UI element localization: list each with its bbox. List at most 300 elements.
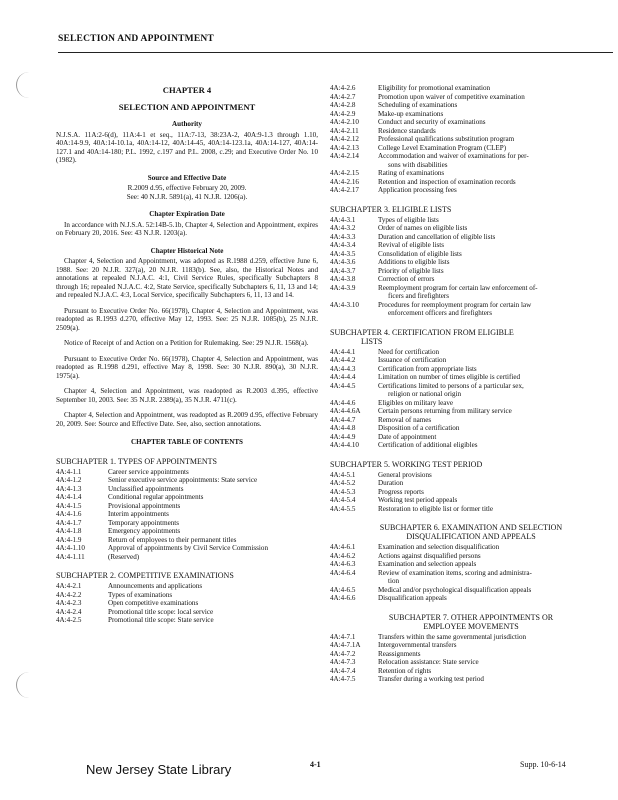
section-title-continuation: religion or national origin: [388, 390, 462, 398]
section-title: [108, 591, 318, 600]
section-number: 4A:4-6.4: [330, 568, 356, 577]
section-number: 4A:4-2.15: [330, 169, 359, 177]
section-title-text: Procedures for reemployment program for certain law: [378, 300, 532, 309]
section-number: 4A:4-4.4: [330, 373, 356, 381]
section-title-text: Disposition of a certification: [378, 424, 460, 432]
section-title-text: Open competitive examinations: [108, 599, 199, 607]
section-number: 4A:4-4.5: [330, 381, 356, 390]
toc-entry: [330, 250, 612, 259]
section-number: 4A:4-2.16: [330, 177, 359, 186]
toc-entry: [56, 527, 318, 536]
section-number: 4A:4-1.9: [56, 535, 82, 544]
toc-entry: [56, 519, 318, 528]
section-title: [378, 650, 612, 659]
source-line: See: 40 N.J.R. 5891(a), 41 N.J.R. 1206(a).: [126, 192, 248, 201]
section-title-text: Unclassified appointments: [108, 484, 184, 493]
section-title-text: Additions to eligible lists: [378, 258, 450, 266]
section-title: [378, 658, 612, 667]
section-title: [378, 101, 612, 110]
section-title: [108, 485, 318, 494]
toc-entry: [330, 224, 612, 233]
section-title-text: Priority of eligible lists: [378, 266, 444, 275]
toc-entry: [330, 382, 612, 399]
section-title: [378, 365, 612, 374]
section-number: 4A:4-3.9: [330, 283, 356, 292]
section-number: 4A:4-5.1: [330, 470, 356, 479]
section-number: 4A:4-6.1: [330, 543, 356, 551]
subchapter-title: SUBCHAPTER 2. COMPETITIVE EXAMINATIONS: [56, 571, 234, 580]
supplement-date: Supp. 10-6-14: [520, 760, 566, 769]
section-title-text: Retention of rights: [378, 666, 432, 675]
section-number: 4A:4-2.10: [330, 118, 359, 126]
section-title-text: Reassignments: [378, 649, 421, 658]
section-number: 4A:4-1.10: [56, 544, 85, 552]
source-line: R.2009 d.95, effective February 20, 2009.: [127, 184, 247, 192]
section-title: [108, 502, 318, 511]
section-title-continuation: sons with disabilities: [388, 160, 448, 169]
header-rule: [58, 52, 613, 53]
subchapter-2-list-continued: [330, 84, 612, 195]
section-title: [108, 544, 318, 553]
toc-entry: [330, 93, 612, 102]
section-title: [108, 616, 318, 625]
section-title-text: Conduct and security of examinations: [378, 118, 486, 126]
section-title: [378, 543, 612, 552]
section-title: [378, 301, 612, 318]
running-head: SELECTION AND APPOINTMENT: [58, 34, 214, 44]
toc-entry: [330, 471, 612, 480]
section-number: 4A:4-2.13: [330, 143, 359, 152]
section-number: 4A:4-2.6: [330, 84, 356, 92]
section-title-text: (Reserved): [108, 552, 140, 561]
section-number: 4A:4-2.8: [330, 101, 356, 109]
toc-entry: [330, 178, 612, 187]
toc-entry: [56, 599, 318, 608]
section-title: [378, 488, 612, 497]
section-title: [378, 267, 612, 276]
section-title-text: Make-up examinations: [378, 109, 444, 118]
section-title-text: Certification from appropriate lists: [378, 364, 477, 373]
section-title: [378, 250, 612, 259]
section-title-text: Promotion upon waiver of competitive examination: [378, 92, 525, 101]
section-title-text: General provisions: [378, 470, 432, 479]
section-title-text: Reemployment program for certain law enforcement of-: [378, 283, 538, 292]
toc-entry: [330, 667, 612, 676]
subchapter-3-list: [330, 216, 612, 318]
section-number: 4A:4-2.4: [56, 607, 82, 616]
history-paragraph: Pursuant to Executive Order No. 66(1978), Chapter 4, Selection and Appointment, was readopted as R.1993 d.270, effective May 12, 1993. See: 25 N.J.R. 1085(b), 25 N.J.R. 2509(a).: [56, 306, 318, 332]
section-title-text: Limitation on number of times eligible is certified: [378, 373, 521, 381]
section-title: [378, 496, 612, 505]
expiration-heading: Chapter Expiration Date: [149, 210, 225, 218]
subchapter-title: [330, 328, 612, 346]
section-title-text: Eligibility for promotional examination: [378, 84, 491, 92]
section-number: 4A:4-4.7: [330, 415, 356, 424]
toc-entry: [330, 373, 612, 382]
section-number: 4A:4-1.6: [56, 510, 82, 518]
section-title: [378, 586, 612, 595]
toc-entry: [56, 468, 318, 477]
section-number: 4A:4-1.2: [56, 476, 82, 484]
subchapter-title-line: SUBCHAPTER 6. EXAMINATION AND SELECTION: [379, 523, 563, 532]
section-title-text: Duration and cancellation of eligible lists: [378, 232, 496, 241]
section-number: 4A:4-2.7: [330, 92, 356, 101]
section-title-text: Application processing fees: [378, 186, 457, 194]
section-number: 4A:4-4.9: [330, 432, 356, 441]
section-title-text: Transfer during a working test period: [378, 675, 484, 683]
section-title-text: Examination and selection appeals: [378, 560, 477, 568]
subchapter-5-list: [330, 471, 612, 514]
section-title: [378, 552, 612, 561]
section-title: [108, 476, 318, 485]
toc-entry: [330, 233, 612, 242]
toc-entry: [56, 485, 318, 494]
section-number: 4A:4-7.5: [330, 675, 356, 683]
left-column: [56, 86, 318, 625]
section-title-text: Working test period appeals: [378, 496, 458, 504]
section-number: 4A:4-4.8: [330, 424, 356, 432]
section-title: [378, 441, 612, 450]
section-number: 4A:4-2.3: [56, 599, 82, 607]
section-title-text: Transfers within the same governmental jurisdiction: [378, 632, 527, 641]
toc-heading: CHAPTER TABLE OF CONTENTS: [130, 438, 243, 446]
expiration-text: In accordance with N.J.S.A. 52:14B-5.1b, Chapter 4, Selection and Appointment, expires on February 20, 2016. See: 43 N.J.R. 1203(a).: [56, 220, 318, 237]
toc-entry: [330, 479, 612, 488]
subchapter-title-line: LISTS: [361, 336, 383, 346]
section-title: [378, 399, 612, 408]
section-title-continuation: ficers and firefighters: [388, 292, 450, 300]
section-number: 4A:4-3.10: [330, 300, 359, 309]
section-number: 4A:4-2.9: [330, 109, 356, 118]
subchapter-title-line: SUBCHAPTER 7. OTHER APPOINTMENTS OR: [388, 612, 554, 622]
section-title-text: Announcements and applications: [108, 582, 203, 590]
section-title-text: Removal of names: [378, 415, 432, 424]
section-title: [378, 569, 612, 586]
binder-hole-mark: [16, 672, 35, 698]
chapter-title: SELECTION AND APPOINTMENT: [118, 101, 256, 112]
section-title-text: Residence standards: [378, 126, 436, 135]
section-number: 4A:4-5.2: [330, 479, 356, 487]
section-title-text: Promotional title scope: local service: [108, 607, 214, 616]
section-title-text: Issuance of certification: [378, 356, 447, 364]
toc-entry: [330, 496, 612, 505]
toc-entry: [330, 594, 612, 603]
section-title-text: Examination and selection disqualification: [378, 543, 500, 551]
toc-entry: [56, 510, 318, 519]
section-title-text: Review of examination items, scoring and administra-: [378, 568, 532, 577]
subchapter-title: SUBCHAPTER 3. ELIGIBLE LISTS: [330, 204, 452, 214]
section-number: 4A:4-7.2: [330, 649, 356, 658]
toc-entry: [330, 675, 612, 684]
section-number: 4A:4-2.14: [330, 152, 359, 160]
toc-entry: [330, 267, 612, 276]
section-number: 4A:4-3.6: [330, 258, 356, 266]
subchapter-6-list: [330, 543, 612, 603]
section-number: 4A:4-5.3: [330, 487, 356, 496]
toc-entry: [330, 216, 612, 225]
section-number: 4A:4-1.4: [56, 493, 82, 501]
toc-entry: [330, 416, 612, 425]
section-title-text: Conditional regular appointments: [108, 493, 204, 501]
section-number: 4A:4-1.5: [56, 501, 82, 510]
section-title-text: Promotional title scope: State service: [108, 616, 214, 624]
section-number: 4A:4-1.11: [56, 552, 85, 561]
section-title-text: Interim appointments: [108, 510, 169, 518]
section-title: [378, 560, 612, 569]
section-title-text: Consolidation of eligible lists: [378, 249, 462, 258]
toc-entry: [330, 650, 612, 659]
history-paragraph: Chapter 4, Selection and Appointment, was readopted as R.2003 d.395, effective September 10, 2003. See: 35 N.J.R. 2389(a), 35 N.J.R. 4711(c).: [56, 387, 318, 404]
section-title: [378, 594, 612, 603]
section-title: [378, 241, 612, 250]
toc-entry: [330, 433, 612, 442]
subchapter-title: [330, 523, 612, 541]
section-title-text: Duration: [378, 479, 404, 487]
section-title: [378, 471, 612, 480]
subchapter-title: [330, 613, 612, 631]
history-paragraph: Chapter 4, Selection and Appointment, was adopted as R.1988 d.259, effective June 6, 1988. See: 20 N.J.R. 327(a), 20 N.J.R. 1183(b). See, also, the Historical Notes and annotations at repealed N.J.A.C. 4:1, Civil Service Rules, specifically Subchapters 8 through 16; repealed N.J.A.C. 4:2, State Service, specifically Subchapters 6, 11, 13 and 14; and repealed N.J.A.C. 4:3, Local Service, specifically Subchapters 6, 11, 13 and 14.: [56, 257, 318, 299]
toc-entry: [56, 544, 318, 553]
section-title: [378, 224, 612, 233]
section-title-text: Date of appointment: [378, 432, 437, 441]
section-number: 4A:4-3.8: [330, 275, 356, 283]
section-title-text: Correction of errors: [378, 275, 435, 283]
section-title-text: Order of names on eligible lists: [378, 224, 468, 232]
section-title-text: Relocation assistance: State service: [378, 658, 479, 666]
subchapter-title-line: EMPLOYEE MOVEMENTS: [423, 621, 519, 631]
section-title: [378, 284, 612, 301]
section-title-text: Approval of appointments by Civil Service Commission: [108, 544, 268, 552]
section-title-continuation: tion: [388, 577, 400, 585]
history-paragraph: Notice of Receipt of and Action on a Petition for Rulemaking. See: 29 N.J.R. 1568(a).: [64, 339, 309, 347]
toc-entry: [330, 127, 612, 136]
section-title-text: Eligibles on military leave: [378, 398, 454, 407]
toc-entry: [330, 543, 612, 552]
section-number: 4A:4-3.1: [330, 215, 356, 224]
toc-entry: [330, 441, 612, 450]
section-title: [378, 633, 612, 642]
right-column: [330, 84, 612, 684]
section-number: 4A:4-7.1A: [330, 641, 361, 649]
section-title-continuation: enforcement officers and firefighters: [388, 309, 493, 317]
section-title: [378, 424, 612, 433]
section-number: 4A:4-2.2: [56, 590, 82, 599]
toc-entry: [56, 553, 318, 562]
section-title: [108, 582, 318, 591]
toc-entry: [56, 616, 318, 625]
section-number: 4A:4-7.4: [330, 666, 356, 675]
toc-entry: [330, 258, 612, 267]
toc-entry: [330, 144, 612, 153]
toc-entry: [330, 301, 612, 318]
subchapter-title-line: SUBCHAPTER 4. CERTIFICATION FROM ELIGIBLE: [330, 327, 514, 337]
section-number: 4A:4-2.17: [330, 186, 359, 194]
section-title: [378, 258, 612, 267]
toc-entry: [330, 586, 612, 595]
section-title: [378, 382, 612, 399]
section-number: 4A:4-4.10: [330, 441, 359, 449]
section-title: [378, 84, 612, 93]
section-title: [108, 519, 318, 528]
section-title: [378, 675, 612, 684]
section-number: 4A:4-4.2: [330, 356, 356, 364]
toc-entry: [330, 424, 612, 433]
section-title: [378, 348, 612, 357]
section-title-text: Rating of examinations: [378, 169, 445, 177]
section-number: 4A:4-2.11: [330, 126, 359, 135]
section-title-text: Restoration to eligible list or former title: [378, 504, 494, 513]
toc-entry: [330, 152, 612, 169]
toc-entry: [330, 101, 612, 110]
toc-entry: [330, 365, 612, 374]
toc-entry: [330, 241, 612, 250]
section-number: 4A:4-5.4: [330, 496, 356, 504]
section-title-text: Types of eligible lists: [378, 215, 439, 224]
section-title: [378, 433, 612, 442]
section-title: [108, 527, 318, 536]
toc-entry: [330, 284, 612, 301]
toc-entry: [330, 356, 612, 365]
authority-text: N.J.S.A. 11A:2-6(d), 11A:4-1 et seq., 11A:7-13, 38:23A-2, 40A:9-1.3 through 1.10, 40A:14-9.9, 40A:14-10.1a, 40A:14-12, 40A:14-45, 40A:14-123.1a, 40A:14-127, 40A:14-127.1 and 40A:14-180; P.L. 1992, c.197 and P.L. 2008, c.29; and Executive Order No. 10 (1982).: [56, 130, 318, 164]
toc-entry: [330, 399, 612, 408]
section-title-text: Career service appointments: [108, 467, 189, 476]
section-title-text: Return of employees to their permanent titles: [108, 535, 237, 544]
section-number: 4A:4-7.3: [330, 658, 356, 666]
section-title-text: College Level Examination Program (CLEP): [378, 143, 507, 152]
toc-entry: [330, 110, 612, 119]
section-title-text: Medical and/or psychological disqualification appeals: [378, 585, 532, 594]
section-number: 4A:4-3.5: [330, 249, 356, 258]
subchapter-7-list: [330, 633, 612, 684]
toc-entry: [330, 118, 612, 127]
section-number: 4A:4-1.3: [56, 484, 82, 493]
section-number: 4A:4-6.6: [330, 594, 356, 602]
section-number: 4A:4-2.5: [56, 616, 82, 624]
subchapter-2-list: [56, 582, 318, 625]
binder-hole-mark: [16, 72, 35, 98]
toc-entry: [330, 84, 612, 93]
toc-entry: [330, 348, 612, 357]
subchapter-4-list: [330, 348, 612, 450]
toc-entry: [56, 476, 318, 485]
toc-entry: [56, 608, 318, 617]
subchapter-title-line: DISQUALIFICATION AND APPEALS: [406, 532, 536, 541]
section-title-text: Revival of eligible lists: [378, 241, 445, 249]
section-title: [378, 110, 612, 119]
section-title: [378, 275, 612, 284]
section-title-text: Certain persons returning from military service: [378, 407, 512, 415]
section-title: [378, 233, 612, 242]
history-paragraph: Pursuant to Executive Order No. 66(1978), Chapter 4, Selection and Appointment, was readopted as R.1998 d.291, effective May 8, 1998. See: 30 N.J.R. 890(a), 30 N.J.R. 1975(a).: [56, 354, 318, 380]
section-number: 4A:4-2.12: [330, 135, 359, 143]
section-title-text: Emergency appointments: [108, 527, 181, 535]
section-title: [378, 667, 612, 676]
toc-entry: [330, 186, 612, 195]
section-title: [378, 356, 612, 365]
toc-entry: [56, 536, 318, 545]
toc-entry: [56, 582, 318, 591]
section-title: [378, 144, 612, 153]
section-title-text: Types of examinations: [108, 590, 173, 599]
authority-heading: Authority: [172, 120, 202, 128]
toc-entry: [56, 591, 318, 600]
section-title: [108, 536, 318, 545]
section-number: 4A:4-1.1: [56, 467, 82, 476]
section-title: [378, 186, 612, 195]
section-title: [378, 416, 612, 425]
section-number: 4A:4-6.2: [330, 551, 356, 560]
section-number: 4A:4-1.7: [56, 518, 82, 527]
section-title-text: Actions against disqualified persons: [378, 551, 481, 560]
section-title: [108, 553, 318, 562]
section-title: [378, 135, 612, 144]
section-number: 4A:4-5.5: [330, 504, 356, 513]
toc-entry: [330, 569, 612, 586]
section-title: [108, 468, 318, 477]
toc-entry: [330, 633, 612, 642]
section-title: [378, 216, 612, 225]
toc-entry: [330, 488, 612, 497]
section-number: 4A:4-6.5: [330, 585, 356, 594]
section-title-text: Scheduling of examinations: [378, 101, 458, 109]
history-paragraph: Chapter 4, Selection and Appointment, was readopted as R.2009 d.95, effective February 20, 2009. See: Source and Effective Date. See, also, section annotations.: [56, 411, 318, 428]
section-title-text: Professional qualifications substitution program: [378, 135, 515, 143]
section-number: 4A:4-1.8: [56, 527, 82, 535]
section-title: [378, 479, 612, 488]
source-heading: Source and Effective Date: [147, 173, 227, 182]
section-title: [108, 599, 318, 608]
section-title-text: Progress reports: [378, 487, 424, 496]
section-number: 4A:4-4.1: [330, 347, 356, 356]
section-title: [378, 373, 612, 382]
section-title: [378, 505, 612, 514]
toc-entry: [330, 552, 612, 561]
section-title-text: Disqualification appeals: [378, 594, 447, 602]
section-title-text: Certifications limited to persons of a particular sex,: [378, 381, 524, 390]
history-heading: Chapter Historical Note: [150, 246, 224, 255]
section-title: [108, 608, 318, 617]
section-title: [378, 93, 612, 102]
section-title: [378, 152, 612, 169]
section-title-text: Certification of additional eligibles: [378, 441, 478, 449]
section-title-text: Retention and inspection of examination records: [378, 177, 516, 186]
section-number: 4A:4-4.6A: [330, 407, 361, 415]
subchapter-title: SUBCHAPTER 1. TYPES OF APPOINTMENTS: [56, 456, 217, 466]
page-number: 4-1: [310, 760, 321, 769]
section-number: 4A:4-4.3: [330, 364, 356, 373]
section-title: [378, 127, 612, 136]
section-title: [378, 178, 612, 187]
section-title: [378, 118, 612, 127]
section-title: [378, 641, 612, 650]
library-stamp: New Jersey State Library: [86, 762, 232, 777]
section-title: [108, 510, 318, 519]
section-title: [108, 493, 318, 502]
section-title-text: Senior executive service appointments: State service: [108, 476, 258, 484]
toc-entry: [330, 407, 612, 416]
section-title: [378, 407, 612, 416]
toc-entry: [330, 505, 612, 514]
section-number: 4A:4-2.1: [56, 582, 82, 590]
section-title: [378, 169, 612, 178]
subchapter-1-list: [56, 468, 318, 562]
toc-entry: [330, 275, 612, 284]
toc-entry: [330, 135, 612, 144]
section-title-text: Intergovernmental transfers: [378, 641, 457, 649]
toc-entry: [56, 502, 318, 511]
section-title-text: Accommodation and waiver of examinations for per-: [378, 152, 529, 160]
chapter-number: CHAPTER 4: [162, 85, 212, 95]
